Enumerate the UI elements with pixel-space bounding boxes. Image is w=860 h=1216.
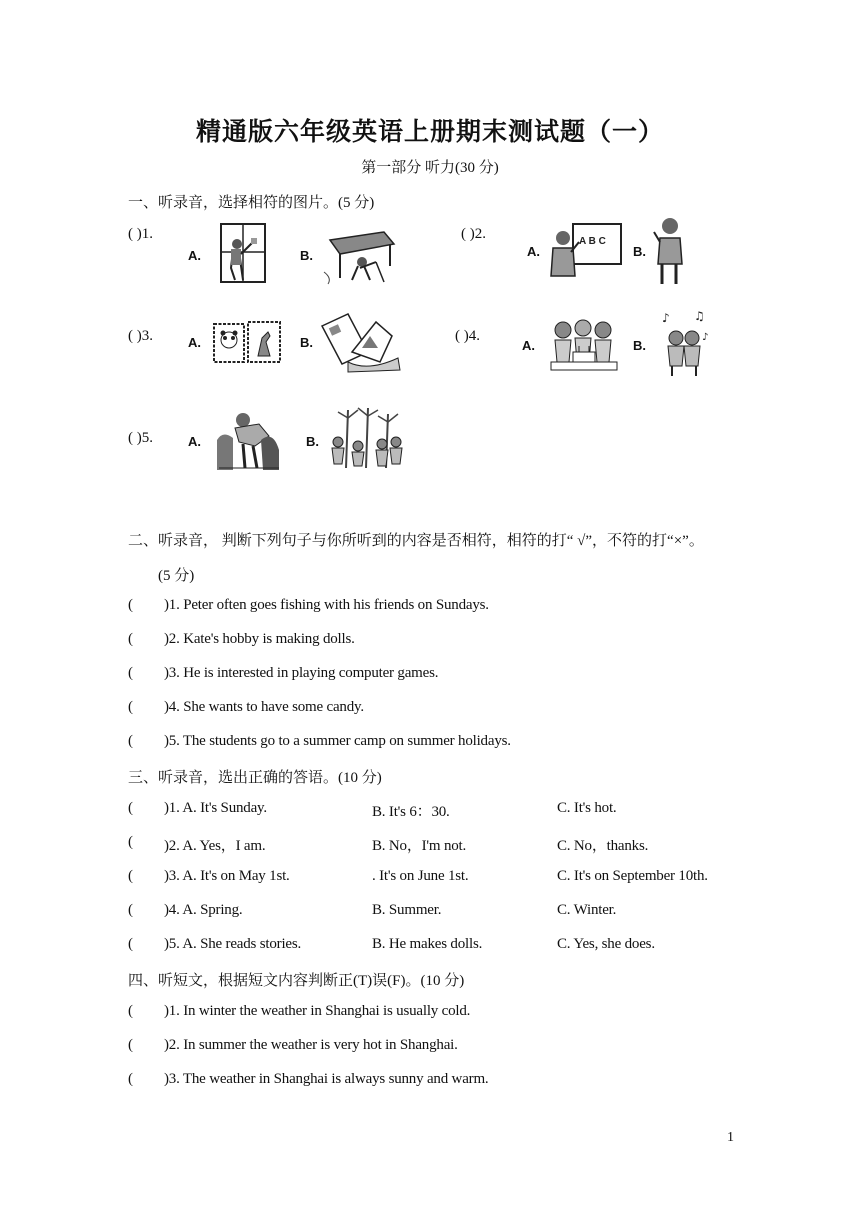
s3-item3-option-b: . It's on June 1st.: [372, 868, 469, 884]
s3-item1-paren: (: [128, 800, 133, 816]
board-text: A B C: [579, 236, 606, 247]
teacher-at-board-picture: [545, 222, 623, 278]
s1-item3-number: ( )3.: [128, 328, 153, 344]
s1-item5-option-a: A.: [188, 434, 201, 449]
svg-text:♪: ♪: [662, 311, 670, 325]
s3-item5-option-b: B. He makes dolls.: [372, 936, 483, 952]
s3-item3-option-a: )3. A. It's on May 1st.: [164, 868, 290, 884]
section1-heading: 一、听录音，选择相符的图片。(5 分): [128, 195, 375, 211]
s3-item5-option-c: C. Yes, she does.: [557, 936, 655, 952]
s2-item3-text: )3. He is interested in playing computer games.: [164, 665, 439, 681]
s3-item1-option-a: )1. A. It's Sunday.: [164, 800, 267, 816]
s3-item4-paren: (: [128, 902, 133, 918]
s3-item4-option-a: )4. A. Spring.: [164, 902, 243, 918]
section4-heading: 四、听短文，根据短文内容判断正(T)误(F)。(10 分): [128, 973, 465, 989]
s3-item2-option-b: B. No，I'm not.: [372, 838, 467, 854]
s1-item2-option-a: A.: [527, 244, 540, 259]
s1-item4-number: ( )4.: [455, 328, 480, 344]
s3-item3-paren: (: [128, 868, 133, 884]
s4-item2-paren: (: [128, 1037, 133, 1053]
s3-item5-option-a: )5. A. She reads stories.: [164, 936, 302, 952]
panda-kangaroo-stamps-picture: [212, 320, 282, 366]
s4-item3-paren: (: [128, 1071, 133, 1087]
s1-item1-option-b: B.: [300, 248, 313, 263]
children-in-field-picture: [326, 406, 406, 472]
s4-item1-paren: (: [128, 1003, 133, 1019]
page-number: 1: [727, 1130, 734, 1145]
s1-item2-option-b: B.: [633, 244, 646, 259]
s3-item1-option-b: B. It's 6：30.: [372, 804, 450, 820]
s2-item2-paren: (: [128, 631, 133, 647]
s2-item1-text: )1. Peter often goes fishing with his friends on Sundays.: [164, 597, 489, 613]
s2-item3-paren: (: [128, 665, 133, 681]
s3-item4-option-b: B. Summer.: [372, 902, 442, 918]
s1-item3-option-a: A.: [188, 335, 201, 350]
svg-text:♫: ♫: [694, 310, 705, 323]
s1-item3-option-b: B.: [300, 335, 313, 350]
window-cleaning-picture: [213, 220, 273, 286]
page-subtitle: 第一部分 听力(30 分): [361, 160, 499, 176]
man-talking-picture: [650, 214, 690, 288]
s3-item2-option-c: C. No，thanks.: [557, 838, 649, 854]
section3-heading: 三、听录音，选出正确的答语。(10 分): [128, 770, 382, 786]
s2-item1-paren: (: [128, 597, 133, 613]
s2-item4-text: )4. She wants to have some candy.: [164, 699, 364, 715]
s3-item2-paren: (: [128, 834, 133, 850]
section2-points: (5 分): [158, 568, 195, 584]
svg-text:♪: ♪: [702, 332, 709, 343]
s4-item1-text: )1. In winter the weather in Shanghai is usually cold.: [164, 1003, 471, 1019]
s2-item5-paren: (: [128, 733, 133, 749]
s1-item1-option-a: A.: [188, 248, 201, 263]
hand-holding-card-picture: [318, 312, 402, 374]
s4-item2-text: )2. In summer the weather is very hot in Shanghai.: [164, 1037, 458, 1053]
s1-item4-option-b: B.: [633, 338, 646, 353]
s3-item3-option-c: C. It's on September 10th.: [557, 868, 708, 884]
s3-item5-paren: (: [128, 936, 133, 952]
s2-item4-paren: (: [128, 699, 133, 715]
s1-item1-number: ( )1.: [128, 226, 153, 242]
s4-item3-text: )3. The weather in Shanghai is always sunny and warm.: [164, 1071, 489, 1087]
birthday-party-picture: [549, 316, 619, 372]
section2-heading: 二、听录音， 判断下列句子与你所听到的内容是否相符，相符的打“ √”，不符的打“×”。: [128, 533, 704, 549]
farmer-picking-picture: [213, 410, 281, 472]
children-singing-picture: [658, 310, 710, 380]
sweeping-floor-picture: [322, 222, 398, 286]
s1-item2-number: ( )2.: [461, 226, 486, 242]
s1-item4-option-a: A.: [522, 338, 535, 353]
s2-item2-text: )2. Kate's hobby is making dolls.: [164, 631, 355, 647]
s1-item5-option-b: B.: [306, 434, 319, 449]
s1-item5-number: ( )5.: [128, 430, 153, 446]
s3-item1-option-c: C. It's hot.: [557, 800, 617, 816]
s2-item5-text: )5. The students go to a summer camp on summer holidays.: [164, 733, 511, 749]
page-title: 精通版六年级英语上册期末测试题（一）: [195, 117, 664, 146]
s3-item2-option-a: )2. A. Yes，I am.: [164, 838, 266, 854]
s3-item4-option-c: C. Winter.: [557, 902, 617, 918]
